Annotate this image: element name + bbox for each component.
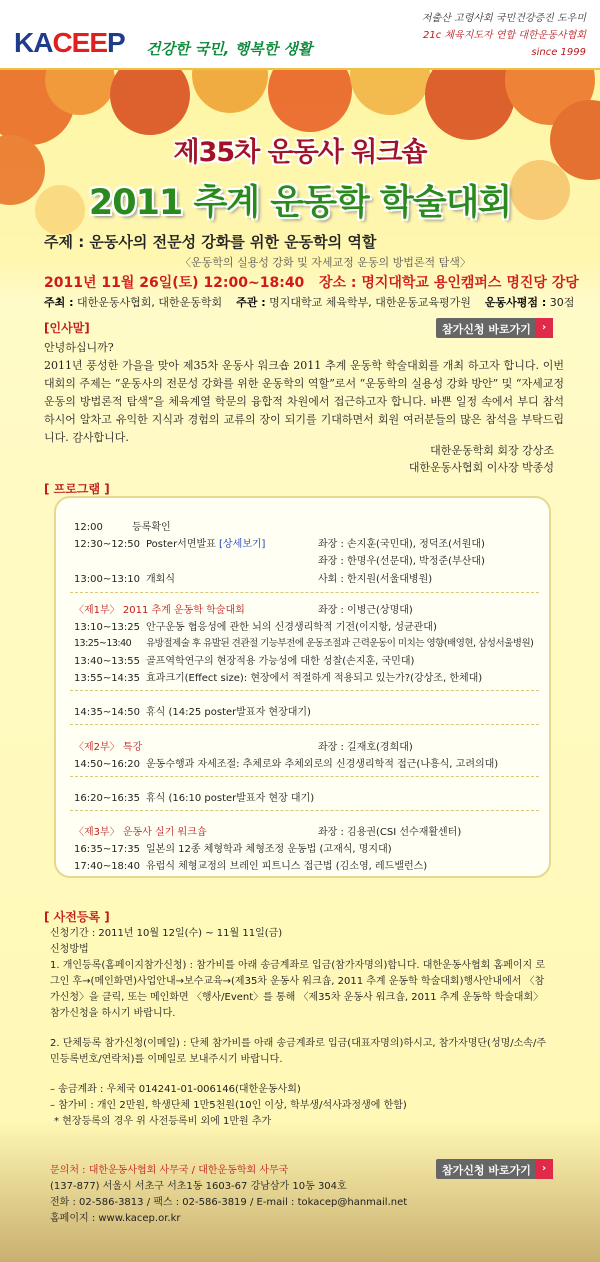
event-date-place: 2011년 11월 26일(토) 12:00~18:40 장소 : 명지대학교 용인캠퍼스 명진당 강당 [44, 275, 579, 291]
slogan: 건강한 국민, 행복한 생활 [146, 40, 313, 58]
conference-title: 2011 추계 운동학 학술대회 [88, 183, 512, 223]
registration-text: 신청기간 : 2011년 10월 12일(수) ~ 11월 11일(금) 신청방법 1. 개인등록(홈페이지참가신청) : 참가비를 아래 송금계좌로 입금(참가자명의)합니다. 대한운동사협회 홈페이지 로그인 후→(메인화면)사업안내→보수교육→(제35차 운동사 워크숍, 2011 추계 운동학 학술대회)행사안내에서 〈참가신청〉을 클릭, 또는 메인화면 〈행사/Event〉를 통해 〈제35차 운동사 워크숍, 2011 추계 운동학 학술대회〉참가신청을 하시기 바랍니다. 2. 단체등록 참가신청(이메일) : 단체 참가비를 아래 송금계좌로 입금(대표자명의)하시고, 참가자명단(성명/소속/주민등록번호/연락처)를 이메일로 보내주시기 바랍니다. – 송금계좌 : 우체국 014241-01-006146(대한운동사회) – 참가비 : 개인 2만원, 학생단체 1만5천원(10인 이상, 학부생/석사과정생에 한함) * 현장등록의 경우 위 사전등록비 외에 1만원 추가 [50, 928, 546, 1127]
program-row: 16:20~16:35 휴식 (16:10 poster발표자 현장 대기) [74, 793, 315, 804]
subject: 주제 : 운동사의 전문성 강화를 위한 운동학의 역할 [44, 233, 377, 251]
registration-label: [ 사전등록 ] [44, 910, 110, 924]
hosts-line: 주최 : 대한운동사협회, 대한운동학회 주관 : 명지대학교 체육학부, 대한운동교육평가원 운동사평점 : 30점 [44, 296, 575, 309]
subject-sub: 〈운동학의 실용성 강화 및 자세교정 운동의 방법론적 탐색〉 [180, 256, 471, 269]
program-row: 13:55~14:35 효과크기(Effect size): 현장에서 적절하게 적용되고 있는가?(강상조, 한체대) [74, 673, 483, 684]
program-row: 〈제2부〉 특강 좌장 : 길재호(경희대) [74, 742, 413, 753]
program-row: 13:00~13:10 개회식 사회 : 한지원(서울대병원) [74, 574, 433, 585]
program-label: [ 프로그램 ] [44, 482, 110, 496]
program-row: 〈제1부〉 2011 추계 운동학 학술대회 좌장 : 이병근(상명대) [74, 605, 413, 616]
program-row: 17:40~18:40 유럽식 체형교정의 브레인 피트니스 접근법 (김소영, 레드밸런스) [74, 861, 428, 872]
program-row: 12:30~12:50 Poster서면발표 [상세보기] 좌장 : 손지훈(국민대), 정덕조(서원대) [74, 539, 485, 550]
program-row: 14:50~16:20 운동수행과 자세조절: 추체로와 추체외로의 신경생리학적 접근(나흥식, 고려의대) [74, 759, 499, 770]
workshop-title: 제35차 운동사 워크숍 [173, 137, 427, 168]
detail-link[interactable]: [상세보기] [219, 539, 266, 550]
program-row: 〈제3부〉 운동사 실기 워크숍 좌장 : 김용권(CSI 선수재활센터) [74, 827, 462, 838]
program-row: 16:35~17:35 일본의 12종 체형학과 체형조정 운동법 (고재식, 명지대) [74, 844, 392, 855]
header-bar [0, 0, 600, 70]
chevron-right-icon: › [535, 318, 553, 338]
program-row: 13:10~13:25 안구운동 협응성에 관한 뇌의 신경생리학적 기전(이지항, 성균관대) [74, 622, 437, 633]
contact-info: 문의처 : 대한운동사협회 사무국 / 대한운동학회 사무국 (137-877) 서울시 서초구 서초1동 1603-67 강남삼가 10동 304호 전화 : 02-586-3813 / 팩스 : 02-586-3819 / E-mail : tokacep@hanmail.net 홈페이지 : www.kacep.or.kr [50, 1163, 407, 1227]
apply-button-bottom[interactable]: 참가신청 바로가기 › [436, 1159, 553, 1179]
chevron-right-icon: › [535, 1159, 553, 1179]
greeting-text: 안녕하십니까? 2011년 풍성한 가을을 맞아 제35차 운동사 워크숍 2011 추계 운동학 학술대회를 개최 하고자 합니다. 이번 대회의 주제는 “운동사의 전문성 강화를 위한 운동학의 역할”로서 “운동학의 실용성 강화 방안” 및 “자세교정 운동의 방법론적 탐색”을 체육계열 학문의 융합적 차원에서 접근하고자 합니다. 바쁜 일정 속에서 부디 참석하시어 알차고 유익한 지식과 경험의 교류의 장이 되기를 기대하면서 회원 여러분들의 많은 참석을 부탁드립니다. 감사합니다. [44, 341, 564, 444]
program-row: 13:25~13:40 유방절제술 후 유발된 견관절 기능부전에 운동조절과 근력운동이 미치는 영향(배영현, 삼성서울병원) [74, 638, 534, 649]
greeting-signature: 대한운동학회 회장 강상조 대한운동사협회 이사장 박종성 [408, 444, 554, 474]
program-box: 12:00 등록확인 12:30~12:50 Poster서면발표 [상세보기] 좌장 : 손지훈(국민대), 정덕조(서원대) 좌장 : 한명우(선문대), 박정준(부산대) 13:00~13:10 개회식 사회 : 한지원(서울대병원) 〈제1부〉 2011 추계 운동학 학술대회 좌장 : 이병근(상명대) 13:10~13:25 안구운동 협응성에 관한 뇌의 신경생리학적 기전(이지항, 성균관대) 13:25~13:40 유방절제술 후 유발된 견관절 기능부전에 운동조절과 근력운동이 미치는 영향(배영현, 삼성서울병원) 13:40~13:55 골프역학연구의 현장적용 가능성에 대한 성찰(손지훈, 국민대) 13:55~14:35 효과크기(Effect size): 현장에서 적절하게 적용되고 있는가?(강상조, 한체대) 14:35~14:50 휴식 (14:25 poster발표자 현장대기) 〈제2부〉 특강 좌장 : 길재호(경희대) 14:50~16:20 운동수행과 자세조절: 추체로와 추체외로의 신경생리학적 접근(나흥식, 고려의대) 16:20~16:35 휴식 (16:10 poster발표자 현장 대기) 〈제3부〉 운동사 실기 워크숍 좌장 : 김용권(CSI 선수재활센터) 16:35~17:35 일본의 12종 체형학과 체형조정 운동법 (고재식, 명지대) 17:40~18:40 유럽식 체형교정의 브레인 피트니스 접근법 (김소영, 레드밸런스) [54, 496, 551, 878]
event-titles [0, 130, 600, 225]
apply-button-top[interactable]: 참가신청 바로가기 › [436, 318, 553, 338]
org-description: 저출산 고령사회 국민건강증진 도우미 21c 체육지도자 연합 대한운동사협회 since 1999 [421, 13, 586, 58]
program-row: 13:40~13:55 골프역학연구의 현장적용 가능성에 대한 성찰(손지훈, 국민대) [74, 656, 415, 667]
homepage-link[interactable]: 홈페이지 : www.kacep.or.kr [50, 1213, 181, 1224]
program-row: 14:35~14:50 휴식 (14:25 poster발표자 현장대기) [74, 707, 311, 718]
program-row: 12:00 등록확인 [74, 522, 171, 533]
greeting-label: [인사말] [44, 321, 90, 335]
kacep-logo[interactable]: KACEEP [14, 27, 125, 58]
